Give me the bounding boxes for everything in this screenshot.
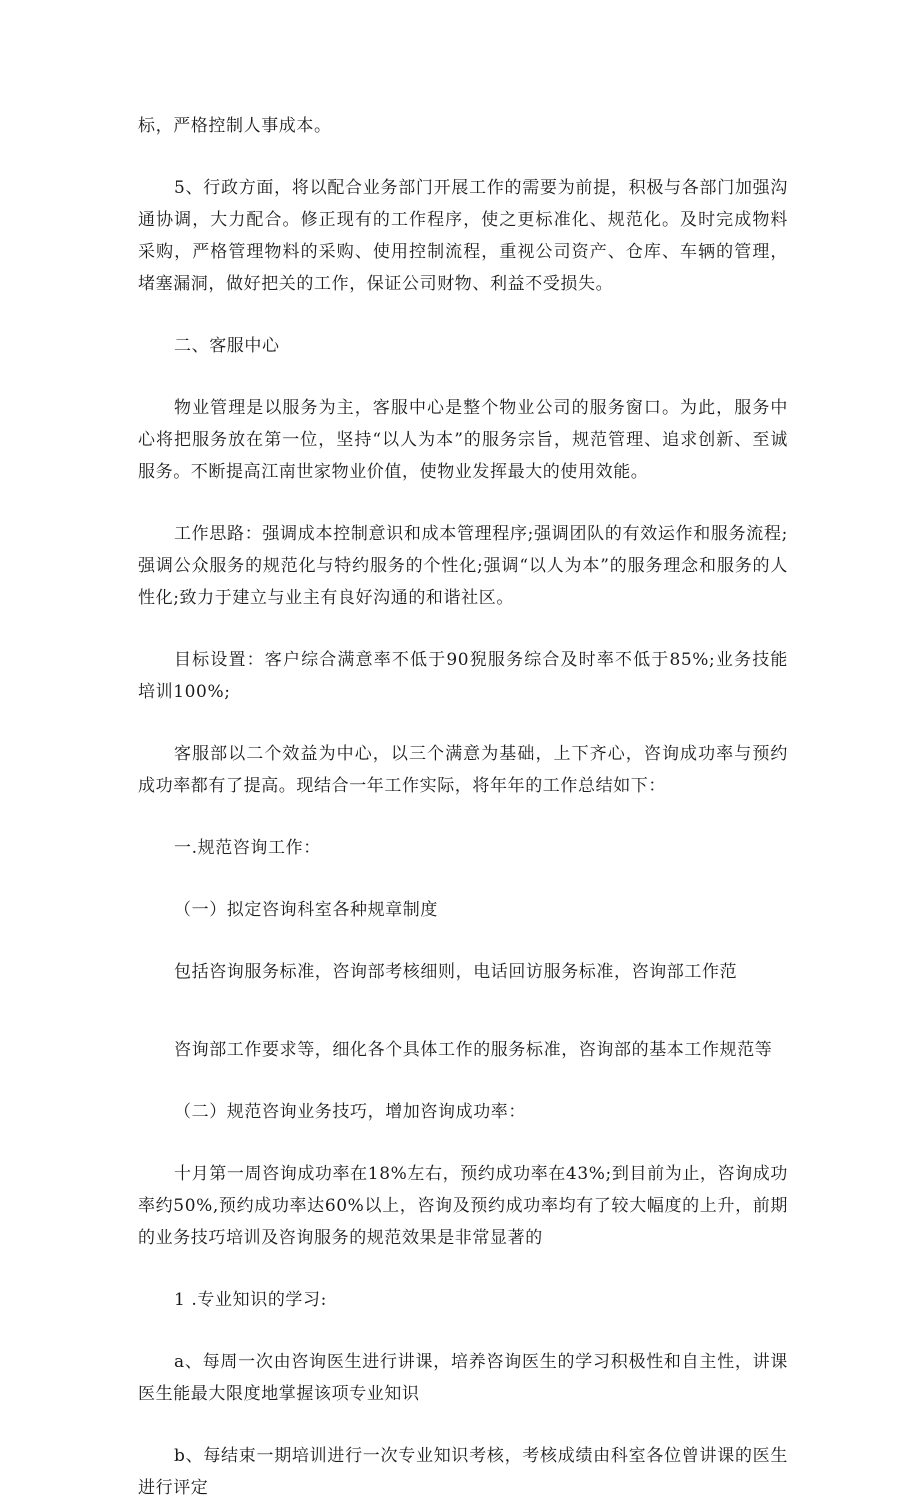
document-body xyxy=(138,110,788,1504)
paragraph-continuation: 标，严格控制人事成本。 xyxy=(138,116,332,136)
paragraph-rules-detail: 咨询部工作要求等，细化各个具体工作的服务标准，咨询部的基本工作规范等 xyxy=(174,1040,773,1060)
paragraph-rules-include: 包括咨询服务标准，咨询部考核细则，电话回访服务标准，咨询部工作范 xyxy=(174,962,738,982)
heading-professional-learning: 1 .专业知识的学习: xyxy=(174,1290,327,1310)
paragraph-property-management: 物业管理是以服务为主，客服中心是整个物业公司的服务窗口。为此，服务中心将把服务放在第一位，坚持“以人为本”的服务宗旨，规范管理、追求创新、至诚服务。不断提高江南世家物业价值，使物业发挥最大的使用效能。 xyxy=(138,398,788,482)
paragraph-work-ideas: 工作思路：强调成本控制意识和成本管理程序;强调团队的有效运作和服务流程;强调公众服务的规范化与特约服务的个性化;强调“以人为本”的服务理念和服务的人性化;致力于建立与业主有良好沟通的和谐社区。 xyxy=(138,524,788,608)
subheading-rules: （一）拟定咨询科室各种规章制度 xyxy=(174,900,438,920)
paragraph-assessment: b、每结束一期培训进行一次专业知识考核，考核成绩由科室各位曾讲课的医生进行评定 xyxy=(138,1446,788,1498)
paragraph-targets: 目标设置：客户综合满意率不低于90猊服务综合及时率不低于85%;业务技能培训100%; xyxy=(138,650,788,702)
section-heading-customer-service: 二、客服中心 xyxy=(174,336,280,356)
paragraph-weekly-lecture: a、每周一次由咨询医生进行讲课，培养咨询医生的学习积极性和自主性，讲课医生能最大限度地掌握该项专业知识 xyxy=(138,1352,788,1404)
paragraph-summary-intro: 客服部以二个效益为中心，以三个满意为基础，上下齐心，咨询成功率与预约成功率都有了提高。现结合一年工作实际，将年年的工作总结如下： xyxy=(138,744,788,796)
heading-standardize-consulting: 一.规范咨询工作： xyxy=(174,838,321,858)
paragraph-success-rates: 十月第一周咨询成功率在18%左右，预约成功率在43%;到目前为止，咨询成功率约50%,预约成功率达60%以上，咨询及预约成功率均有了较大幅度的上升，前期的业务技巧培训及咨询服务的规范效果是非常显著的 xyxy=(138,1164,788,1248)
paragraph-admin: 5、行政方面，将以配合业务部门开展工作的需要为前提，积极与各部门加强沟通协调，大力配合。修正现有的工作程序，使之更标准化、规范化。及时完成物料采购，严格管理物料的采购、使用控制流程，重视公司资产、仓库、车辆的管理，堵塞漏洞，做好把关的工作，保证公司财物、利益不受损失。 xyxy=(138,178,788,294)
subheading-skills: （二）规范咨询业务技巧，增加咨询成功率： xyxy=(174,1102,526,1122)
